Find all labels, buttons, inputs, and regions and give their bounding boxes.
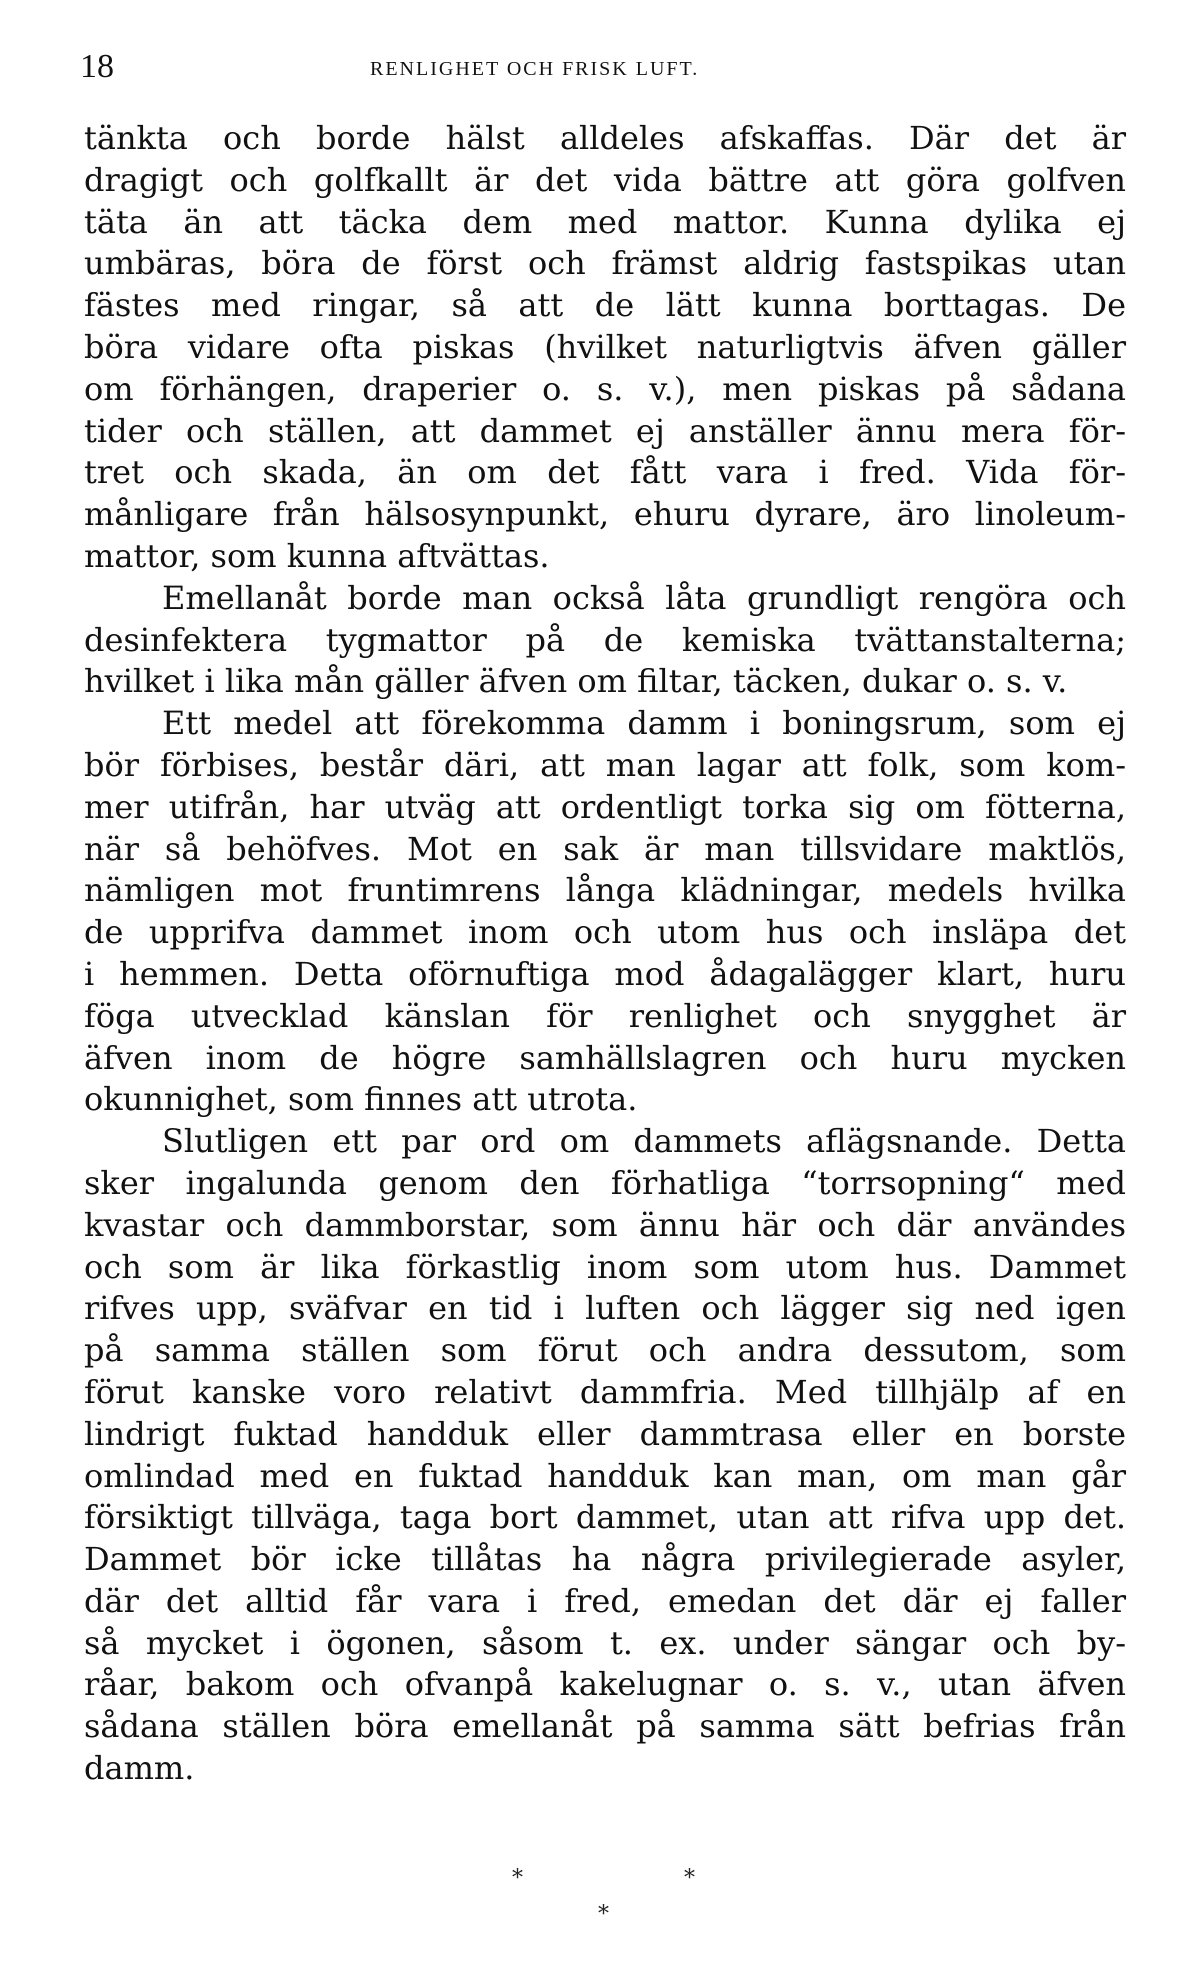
text-line: damm. bbox=[84, 1749, 195, 1788]
text-line: fästes med ringar, så att de lätt kunna borttagas. De bbox=[84, 286, 1126, 325]
text-line: Ett medel att förekomma damm i boningsrum, som ej bbox=[162, 704, 1126, 743]
text-line: täta än att täcka dem med mattor. Kunna dylika ej bbox=[84, 202, 1126, 241]
page-header bbox=[80, 48, 1130, 98]
text-line: de upprifva dammet inom och utom hus och insläpa det bbox=[84, 913, 1126, 952]
text-line: Slutligen ett par ord om dammets aflägsnande. Detta bbox=[162, 1122, 1126, 1161]
text-line: försiktigt tillväga, taga bort dammet, utan att rifva upp det. bbox=[84, 1498, 1126, 1537]
text-line: nämligen mot fruntimrens långa klädningar, medels hvilka bbox=[84, 871, 1126, 910]
text-line: okunnighet, som finnes att utrota. bbox=[84, 1080, 638, 1119]
text-line: böra vidare ofta piskas (hvilket naturligtvis äfven gäller bbox=[84, 327, 1126, 366]
text-line: råar, bakom och ofvanpå kakelugnar o. s. v., utan äfven bbox=[84, 1665, 1126, 1704]
text-line: tänkta och borde hälst alldeles afskaffas. Där det är bbox=[84, 119, 1126, 157]
text-line: sådana ställen böra emellanåt på samma sätt befrias från bbox=[84, 1707, 1126, 1746]
text-line: när så behöfves. Mot en sak är man tillsvidare maktlös, bbox=[84, 829, 1126, 868]
text-line: i hemmen. Detta oförnuftiga mod ådagalägger klart, huru bbox=[84, 954, 1126, 993]
text-line: lindrigt fuktad handduk eller dammtrasa eller en borste bbox=[84, 1414, 1126, 1453]
text-line: på samma ställen som förut och andra dessutom, som bbox=[84, 1331, 1126, 1370]
text-line: där det alltid får vara i fred, emedan det där ej faller bbox=[84, 1581, 1126, 1620]
text-line: mattor, som kunna aftvättas. bbox=[84, 536, 550, 575]
asterisk-ornament-bottom: * bbox=[598, 1902, 609, 1927]
text-line: Emellanåt borde man också låta grundligt rengöra och bbox=[162, 578, 1126, 617]
text-line: sker ingalunda genom den förhatliga “torrsopning“ med bbox=[84, 1163, 1126, 1202]
text-line: föga utvecklad känslan för renlighet och snygghet är bbox=[84, 996, 1126, 1035]
text-line: bör förbises, består däri, att man lagar att folk, som kom- bbox=[84, 745, 1126, 784]
text-line: så mycket i ögonen, såsom t. ex. under sängar och by- bbox=[84, 1623, 1126, 1662]
page-number: 18 bbox=[80, 48, 114, 85]
text-line: om förhängen, draperier o. s. v.), men piskas på sådana bbox=[84, 369, 1126, 408]
text-line: umbäras, böra de först och främst aldrig fastspikas utan bbox=[84, 244, 1126, 283]
text-line: rifves upp, sväfvar en tid i luften och lägger sig ned igen bbox=[84, 1289, 1126, 1328]
text-line: förut kanske voro relativt dammfria. Med tillhjälp af en bbox=[84, 1372, 1126, 1411]
text-line: månligare från hälsosynpunkt, ehuru dyrare, äro linoleum- bbox=[84, 495, 1126, 534]
text-line: omlindad med en fuktad handduk kan man, om man går bbox=[84, 1456, 1126, 1495]
text-line: Dammet bör icke tillåtas ha några privilegierade asyler, bbox=[84, 1540, 1126, 1579]
text-line: desinfektera tygmattor på de kemiska tvättanstalterna; bbox=[84, 620, 1126, 659]
asterisk-ornament-right: * bbox=[684, 1866, 695, 1891]
asterisk-ornament-left: * bbox=[512, 1866, 523, 1891]
text-line: mer utifrån, har utväg att ordentligt torka sig om fötterna, bbox=[84, 787, 1126, 826]
text-line: hvilket i lika mån gäller äfven om filtar, täcken, dukar o. s. v. bbox=[84, 662, 1068, 701]
running-title: RENLIGHET OCH FRISK LUFT. bbox=[370, 58, 700, 80]
text-line: och som är lika förkastlig inom som utom hus. Dammet bbox=[84, 1247, 1126, 1286]
text-line: kvastar och dammborstar, som ännu här och där användes bbox=[84, 1205, 1126, 1244]
text-line: tider och ställen, att dammet ej anställer ännu mera för- bbox=[84, 411, 1126, 450]
text-line: tret och skada, än om det fått vara i fred. Vida för- bbox=[84, 453, 1126, 492]
text-line: äfven inom de högre samhällslagren och huru mycken bbox=[84, 1038, 1126, 1077]
body-text bbox=[84, 118, 1126, 1790]
text-line: dragigt och golfkallt är det vida bättre att göra golfven bbox=[84, 160, 1126, 199]
